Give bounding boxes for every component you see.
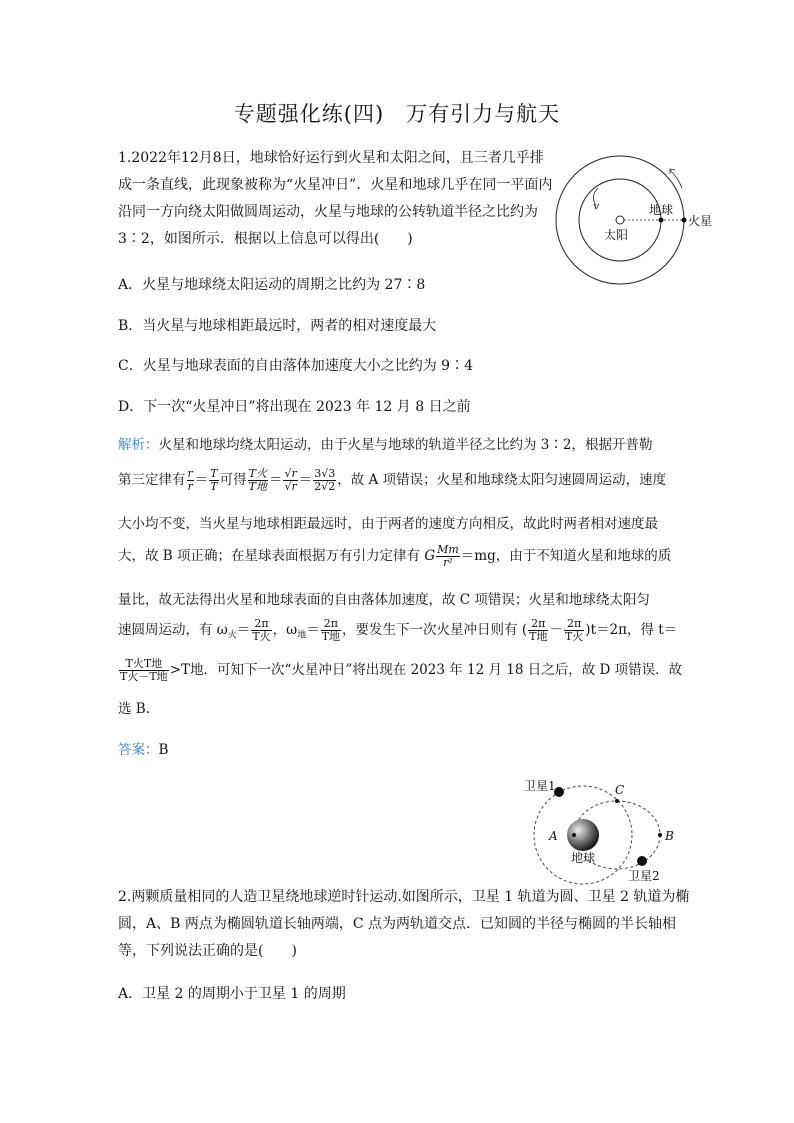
sun-icon xyxy=(616,216,624,224)
point-c-icon xyxy=(615,799,619,803)
mars-label: 火星 xyxy=(688,214,713,228)
earth-label: 地球 xyxy=(571,851,596,865)
question-1-line: 3∶2，如图所示．根据以上信息可以得出( ) xyxy=(118,231,413,247)
satellite-2-label: 卫星2 xyxy=(628,869,660,883)
arrow-outer-icon xyxy=(670,170,682,188)
mars-icon xyxy=(682,218,687,223)
question-2-line: 2.两颗质量相同的人造卫星绕地球逆时针运动.如图所示，卫星 1 轨道为圆、卫星 2 轨道为椭 xyxy=(118,889,690,905)
solution-line: 量比，故无法得出火星和地球表面的自由落体加速度，故 C 项错误；火星和地球绕太阳匀 xyxy=(118,592,650,608)
earth-icon xyxy=(567,819,599,851)
option-d: D．下一次“火星冲日”将出现在 2023 年 12 月 8 日之前 xyxy=(118,399,471,415)
solution-line: 速圆周运动，有 $\omega_火=$ $\frac{2\pi}{\text{T火}}$ ，$\omega_地=$ $\frac{2\pi}{\text{T地}}$ ，要发生下一次火星冲日则有 ( $\frac{2\pi}{\text{T地}}$ － $\frac{2\pi}{\text{T火}}$ )t＝2π，得 t＝ xyxy=(118,617,678,643)
point-b-label: B xyxy=(665,829,674,843)
sun-label: 太阳 xyxy=(604,228,629,242)
answer-line xyxy=(118,738,168,758)
point-b-icon xyxy=(658,833,662,837)
question-2-line: 等，下列说法正确的是( ) xyxy=(118,943,297,959)
solution-line: 解析：火星和地球均绕太阳运动，由于火星与地球的轨道半径之比约为 3∶2，根据开普勒 xyxy=(118,437,653,453)
question-2-line: 圆，A、B 两点为椭圆轨道长轴两端，C 点为两轨道交点．已知圆的半径与椭圆的半长轴相 xyxy=(118,916,677,932)
question-1-line: 沿同一方向绕太阳做圆周运动，火星与地球的公转轨道半径之比约为 xyxy=(118,204,538,220)
orbit-figure xyxy=(552,148,722,288)
satellite-1-label: 卫星1 xyxy=(524,779,556,793)
point-c-label: C xyxy=(615,783,625,797)
answer-label: 答案： xyxy=(118,742,159,758)
solution-label: 解析： xyxy=(118,437,159,453)
solution-line: 大小均不变，当火星与地球相距最远时，由于两者的速度方向相反，故此时两者相对速度最 xyxy=(118,516,658,532)
solution-line: $\frac{\text{T火T地}}{\text{T火－T地}}$ >T地．可知下一次“火星冲日”将出现在 2023 年 12 月 18 日之后，故 D 项错误．故 xyxy=(120,657,683,683)
point-a-label: A xyxy=(549,829,558,843)
question-1-stem xyxy=(118,145,552,253)
question-2-stem xyxy=(118,884,689,965)
arrow-inner-icon xyxy=(593,188,598,206)
question-1-line: 成一条直线，此现象被称为“火星冲日”．火星和地球几乎在同一平面内 xyxy=(118,177,553,193)
answer-value: B xyxy=(158,742,169,758)
satellite-2-icon xyxy=(637,856,647,866)
solution-line: 大，故 B 项正确；在星球表面根据万有引力定律有 G $\frac{Mm}{\text{r²}}$ ＝mg，由于不知道火星和地球的质 xyxy=(118,543,672,569)
question-1-line: 1.2022年12月8日，地球恰好运行到火星和太阳之间，且三者几乎排 xyxy=(118,150,544,166)
option-c: C．火星与地球表面的自由落体加速度大小之比约为 9∶4 xyxy=(118,358,473,374)
earth-label: 地球 xyxy=(649,203,674,217)
option-b: B．当火星与地球相距最远时，两者的相对速度最大 xyxy=(118,318,437,334)
q2-option-a: A．卫星 2 的周期小于卫星 1 的周期 xyxy=(118,986,346,1002)
earth-icon xyxy=(659,218,664,223)
page-title: 专题强化练(四) 万有引力与航天 xyxy=(233,102,561,126)
satellite-figure xyxy=(520,776,680,886)
option-a: A．火星与地球绕太阳运动的周期之比约为 27∶8 xyxy=(118,277,426,293)
solution-line: 第三定律有 $\frac{r}{r}$ ＝ $\frac{T}{T}$ 可得 $\frac{\text{T火}}{\text{T地}}$ ＝ $\frac{√r}{√r}$ ＝ $\frac{3√3}{2√2}$ ，故 A 项错误；火星和地球绕太阳匀速圆周运动，速度 xyxy=(118,467,667,493)
solution-line: 选 B. xyxy=(118,701,151,717)
point-a-icon xyxy=(572,833,576,837)
